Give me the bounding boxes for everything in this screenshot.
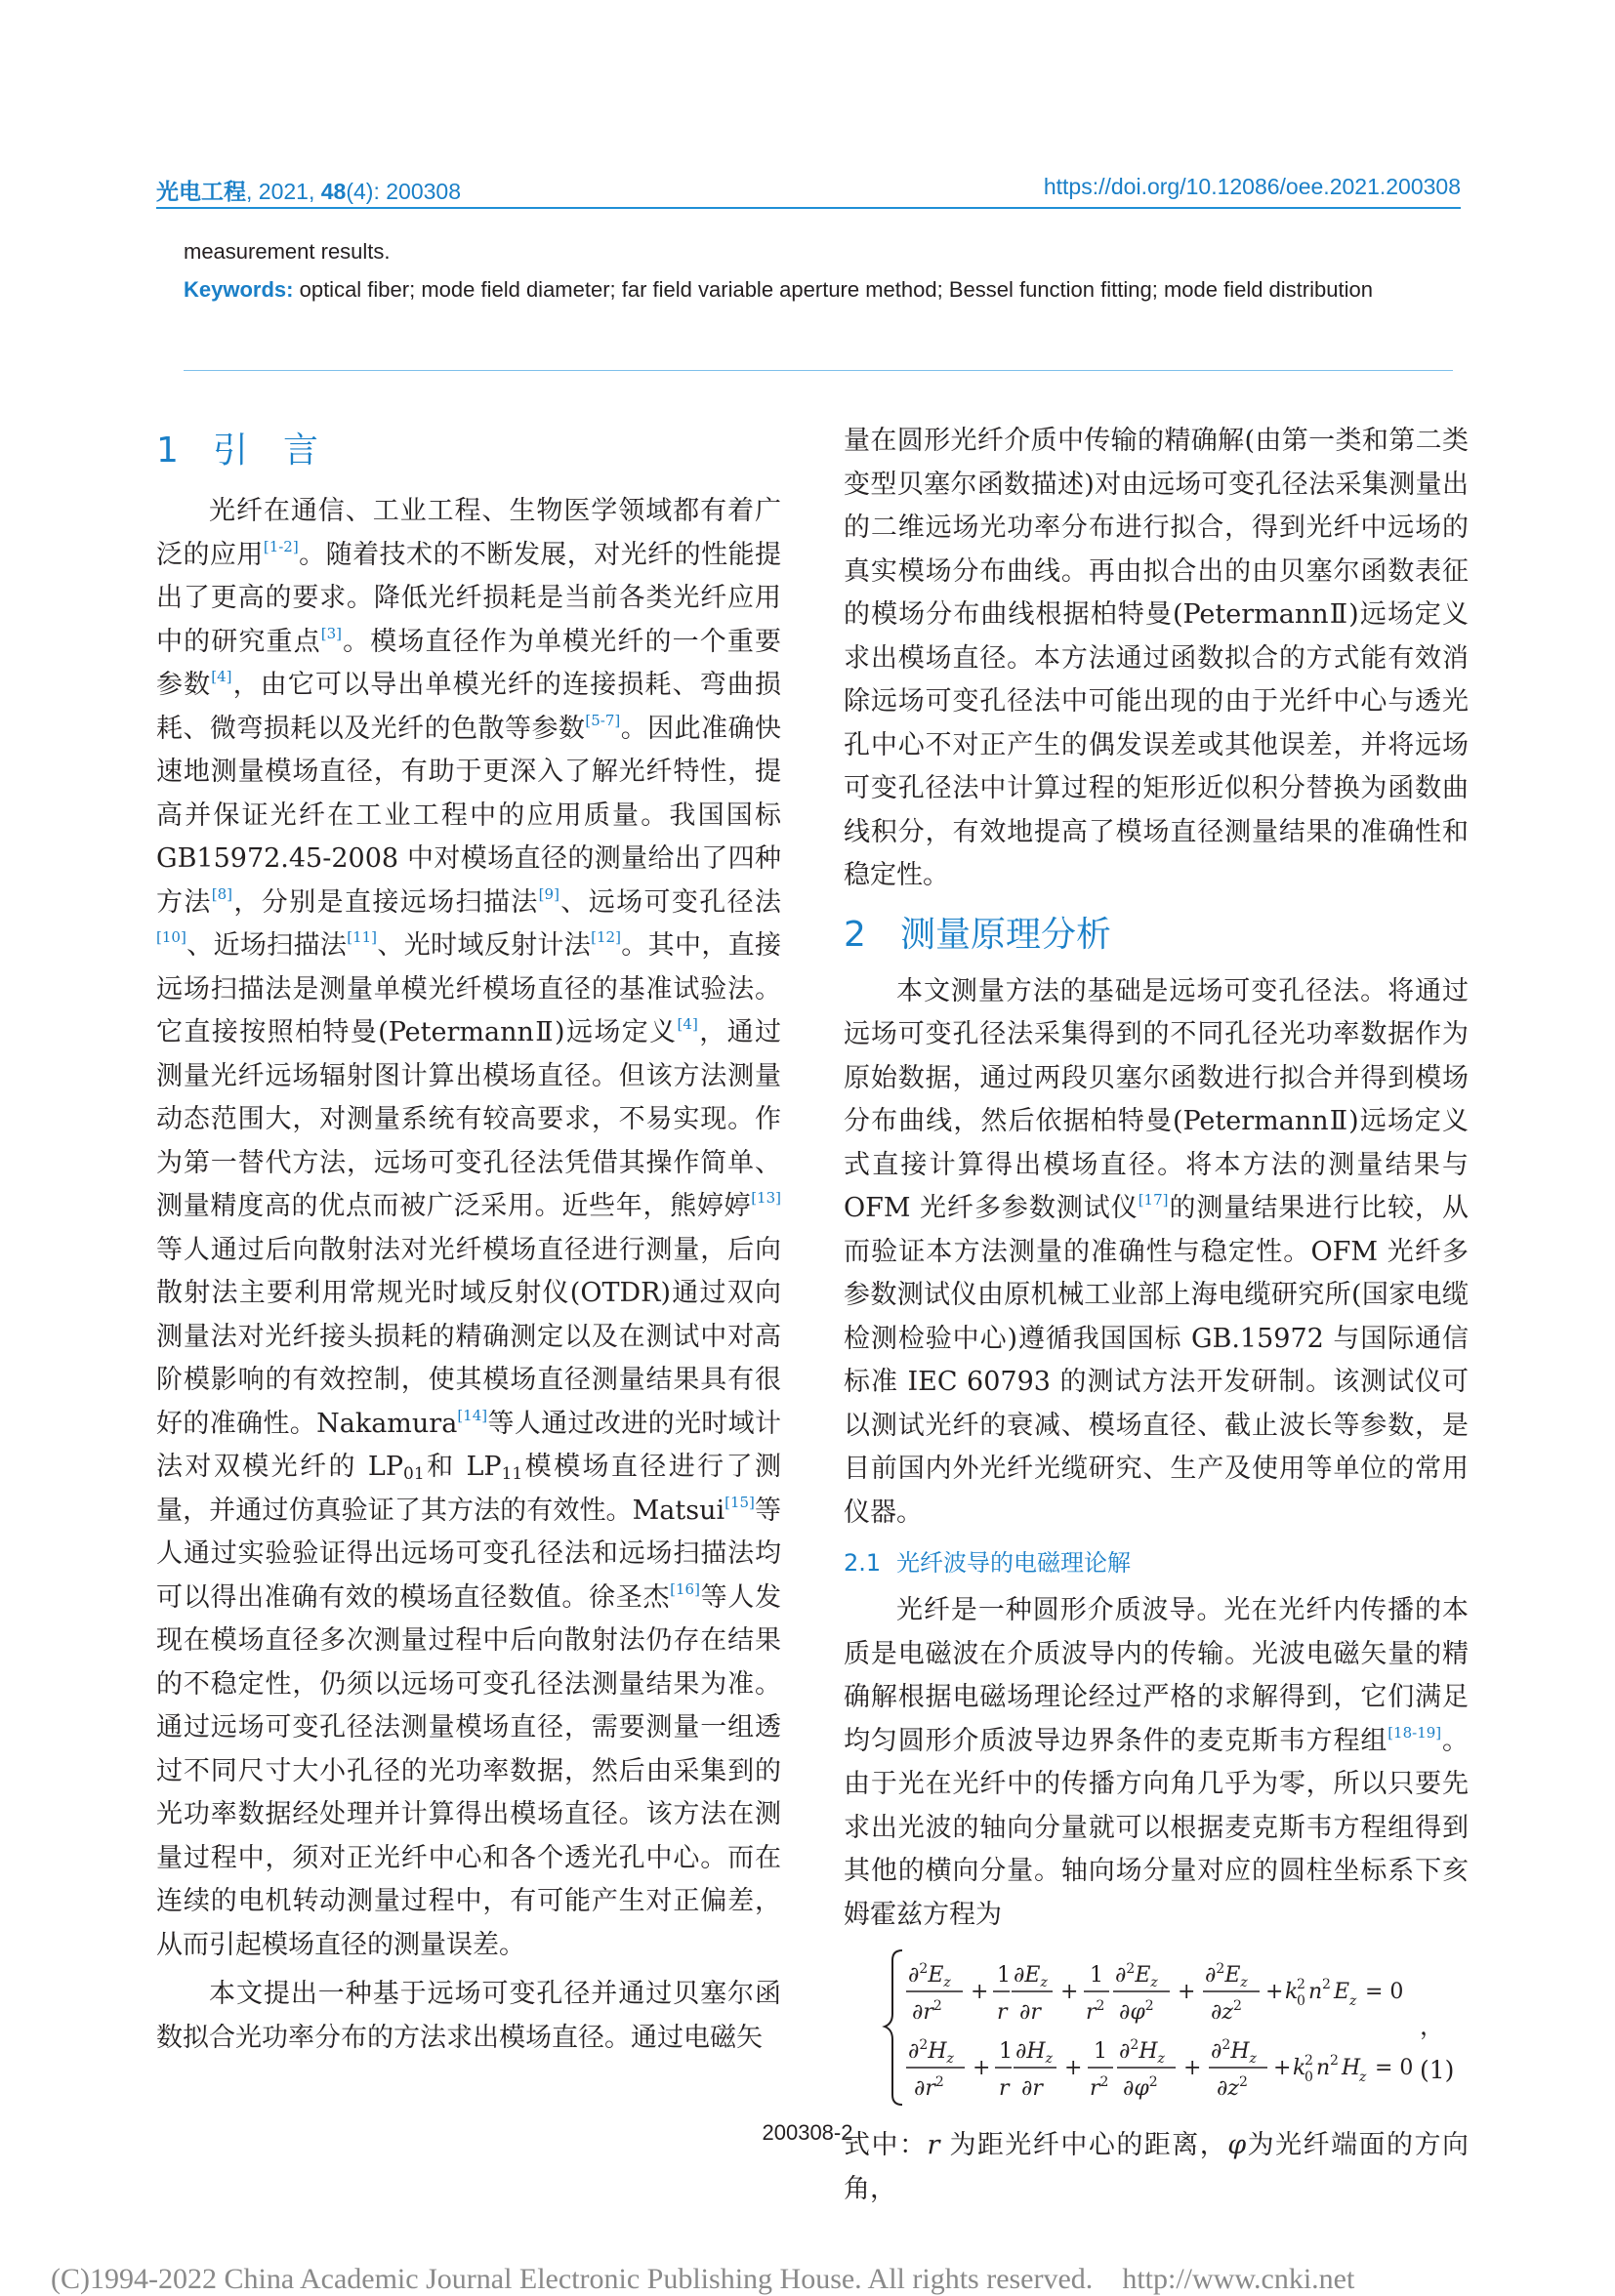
svg-text:H: H (1342, 2056, 1361, 2080)
svg-text:∂z2: $\partial z^2$ (1217, 2074, 1248, 2101)
text-run: 光纤是一种圆形介质波导。光在光纤内传播的本质是电磁波在介质波导内的传输。光波电磁矢量的精确解根据电磁场理论经过严格的求解得到，它们满足均匀圆形介质波导边界条件的麦克斯韦方程组 (844, 1595, 1469, 1756)
journal-volume: 48 (320, 179, 347, 204)
svg-text:∂2Hz: $\partial^2H_z$ (1211, 2037, 1257, 2067)
svg-text:∂2Ez: $\partial^2E_z$ (1115, 1961, 1158, 1990)
paragraph-2: 本文提出一种基于远场可变孔径并通过贝塞尔函数拟合光功率分布的方法求出模场直径。通过电磁矢 (156, 1979, 781, 2053)
section-1-title: 引 言 (213, 430, 319, 471)
svg-text:∂r2: $\partial r^2$ (912, 1998, 942, 2025)
journal-year: , 2021, (246, 179, 321, 204)
svg-text:+: + (1273, 2056, 1292, 2080)
text-run: 等人通过后向散射法对光纤模场直径进行测量，后向散射法主要利用常规光时域反射仪(OTDR)通过双向测量法对光纤接头损耗的精确测定以及在测试中对高阶模影响的有效控制，使其模场直径测量结果具有很好的准确性。Nakamura (156, 1234, 781, 1439)
left-column (156, 420, 781, 2060)
copyright-line (51, 2263, 1574, 2296)
svg-text:0: 0 (1304, 2070, 1313, 2085)
svg-text:+: + (1178, 1980, 1196, 2004)
svg-text:r: r (997, 2000, 1008, 2025)
citation[interactable]: [9] (538, 884, 559, 903)
section-2-1-heading (844, 1540, 1469, 1585)
svg-text:k: k (1285, 1980, 1299, 2004)
text-run: 。随着技术的不断发展，对光纤的性能提出了更高的要求。降低光纤损耗是当前各类光纤应用中的研究重点 (156, 539, 781, 657)
svg-text:+: + (971, 1980, 989, 2004)
section-2-heading-title: 测量原理分析 (900, 914, 1112, 955)
svg-text:0: 0 (1297, 1993, 1305, 2009)
article-number: : 200308 (373, 179, 461, 204)
text-run: 。由于光在光纤中的传播方向角几乎为零，所以只要先求出光波的轴向分量就可以根据麦克斯韦方程组得到其他的横向分量。轴向场分量对应的圆柱坐标系下亥姆霍兹方程为 (844, 1725, 1469, 1930)
svg-text:1: 1 (1094, 2039, 1107, 2064)
svg-text:∂2Ez: $\partial^2E_z$ (908, 1961, 951, 1990)
section-1-number: 1 (156, 430, 179, 471)
paragraph-2-continued: 量在圆形光纤介质中传输的精确解(由第一类和第二类变型贝塞尔函数描述)对由远场可变孔径法采集测量出的二维远场光功率分布进行拟合，得到光纤中远场的真实模场分布曲线。再由拟合出的由贝塞尔函数表征的模场分布曲线根据柏特曼(PetermannⅡ)远场定义求出模场直径。本方法通过函数拟合的方式能有效消除远场可变孔径法中可能出现的由于光纤中心与透光孔中心不对正产生的偶发误差或其他误差，并将远场可变孔径法中计算过程的矩形近似积分替换为函数曲线积分，有效地提高了模场直径测量结果的准确性和稳定性。 (844, 426, 1469, 890)
svg-text:∂r: ∂r (1021, 2076, 1043, 2101)
copyright-text: (C)1994-2022 China Academic Journal Electronic Publishing House. All rights reserved. (51, 2263, 1094, 2295)
text-run: 模模场直径进行了测量，并通过仿真验证了其方法的有效性。Matsui (156, 1452, 782, 1526)
citation[interactable]: [16] (670, 1579, 700, 1598)
section-2-1-heading-title: 光纤波导的电磁理论解 (896, 1549, 1131, 1577)
var-r: r (927, 2130, 940, 2160)
equation-1 (844, 1941, 1469, 2116)
citation[interactable]: [11] (347, 928, 378, 946)
svg-text:= 0: = 0 (1365, 1980, 1404, 2004)
svg-text:2: 2 (1330, 2053, 1339, 2069)
svg-text:+: + (1183, 2056, 1202, 2080)
text-run: 。模场直径作为单模光纤的一个重要参数 (156, 626, 781, 700)
text-run: 和 LP (424, 1452, 502, 1482)
paragraph-4 (844, 1589, 1469, 1937)
text-run: 为光纤端面的方向角， (844, 2130, 1470, 2204)
svg-text:2: 2 (1322, 1977, 1331, 1992)
var-phi: φ (1227, 2130, 1247, 2160)
svg-text:+: + (1060, 1980, 1079, 2004)
text-run: ，由它可以导出单模光纤的连接损耗、弯曲损耗、微弯损耗以及光纤的色散等参数 (156, 670, 781, 744)
svg-text:r: r (999, 2076, 1010, 2101)
svg-text:2: 2 (1297, 1977, 1305, 1992)
text-run: 、光时域反射计法 (377, 930, 592, 961)
citation[interactable]: [10] (156, 928, 186, 946)
text-run: 光纤在通信、工业工程、生物医学领域都有着广泛的应用 (156, 496, 781, 570)
citation[interactable]: [17] (1138, 1191, 1169, 1209)
page-number: 200308-2 (762, 2120, 853, 2145)
citation[interactable]: [13] (751, 1189, 781, 1207)
section-2-heading (844, 904, 1469, 966)
svg-text:= 0: = 0 (1375, 2056, 1414, 2080)
citation[interactable]: [1-2] (263, 537, 299, 555)
cnki-link[interactable]: http://www.cnki.net (1122, 2263, 1355, 2295)
svg-text:1: 1 (1090, 1963, 1103, 1988)
journal-citation (156, 174, 461, 206)
section-1-heading (156, 420, 781, 482)
citation[interactable]: [12] (591, 928, 621, 946)
citation[interactable]: [4] (211, 668, 232, 685)
text-run: 等人通过改进的光时域计法对双模光纤的 LP (156, 1408, 782, 1482)
svg-text:+: + (973, 2056, 991, 2080)
text-run: 的测量结果进行比较，从而验证本方法测量的准确性与稳定性。OFM 光纤多参数测试仪由原机械工业部上海电缆研究所(国家电缆检测检验中心)遵循我国国标 GB.15972 与国际通信标准 IEC 60793 的测试方法开发研制。该测试仪可以测试光纤的衰减、模场直径、截止波长等参数，是目前国内外光纤光缆研究、生产及使用等单位的常用仪器。 (844, 1193, 1470, 1528)
svg-text:∂Hz: $\partial H_z$ (1015, 2039, 1053, 2067)
subscript: 11 (501, 1464, 523, 1484)
svg-text:∂z2: $\partial z^2$ (1211, 1998, 1242, 2025)
svg-text:+: + (1064, 2056, 1083, 2080)
text-run: 为距光纤中心的距离， (939, 2130, 1228, 2160)
abstract-divider (184, 370, 1453, 371)
svg-text:∂r: ∂r (1019, 2000, 1041, 2025)
text-run: ，分别是直接远场扫描法 (232, 886, 539, 918)
right-column-content (844, 420, 1470, 2204)
svg-text:∂2Ez: $\partial^2E_z$ (1205, 1961, 1248, 1990)
paragraph-1 (156, 490, 781, 1967)
svg-text:k: k (1293, 2056, 1306, 2080)
citation[interactable]: [4] (677, 1015, 698, 1033)
subscript: 01 (403, 1464, 425, 1484)
svg-text:∂Ez: $\partial E_z$ (1014, 1963, 1048, 1990)
svg-text:1: 1 (999, 2039, 1013, 2064)
equation-number: ，(1) (1420, 2012, 1455, 2084)
svg-text:1: 1 (997, 1963, 1011, 1988)
svg-text:+: + (1265, 1980, 1284, 2004)
text-run: 、近场扫描法 (186, 930, 348, 961)
section-2-1-heading-number: 2.1 (844, 1549, 882, 1577)
citation[interactable]: [5-7] (585, 711, 621, 729)
citation[interactable]: [15] (725, 1493, 755, 1511)
abstract-tail (184, 232, 1453, 308)
journal-name: 光电工程 (156, 179, 246, 204)
svg-text:z: z (1359, 2070, 1367, 2085)
citation[interactable]: [8] (211, 884, 233, 903)
svg-text:n: n (1316, 2056, 1331, 2080)
text-run: 。因此准确快速地测量模场直径，有助于更深入了解光纤特性，提高并保证光纤在工业工程中的应用质量。我国国标GB15972.45-2008 中对模场直径的测量给出了四种方法 (156, 713, 781, 918)
text-run: 等人通过实验验证得出远场可变孔径法和远场扫描法均可以得出准确有效的模场直径数值。徐圣杰 (156, 1495, 781, 1613)
doi-link[interactable]: https://doi.org/10.12086/oee.2021.200308 (1043, 174, 1461, 199)
journal-issue: (4) (346, 179, 374, 204)
svg-text:∂φ2: $\partial\varphi^2$ (1123, 2074, 1158, 2101)
equation-1-graphic (844, 1941, 1469, 2116)
text-run: 。其中，直接远场扫描法是测量单模光纤模场直径的基准试验法。它直接按照柏特曼(PetermannⅡ)远场定义 (156, 930, 782, 1047)
svg-text:∂2Hz: $\partial^2H_z$ (908, 2037, 954, 2067)
text-run: 、远场可变孔径法 (559, 886, 782, 918)
svg-text:z: z (1349, 1993, 1357, 2009)
section-2-heading-number: 2 (844, 914, 866, 955)
svg-text:r2: $r^2$ (1086, 1998, 1105, 2025)
svg-text:2: 2 (1304, 2053, 1313, 2069)
text-run: 式中： (844, 2130, 928, 2160)
svg-text:n: n (1308, 1980, 1323, 2004)
paragraph-3 (844, 970, 1469, 1536)
keywords-text: optical fiber; mode field diameter; far field variable aperture method; Bessel function fitting; mode field distribution (293, 277, 1373, 302)
svg-text:∂r2: $\partial r^2$ (914, 2074, 944, 2101)
running-header (156, 174, 1461, 209)
citation[interactable]: [18-19] (1387, 1723, 1442, 1742)
text-run: ，通过测量光纤远场辐射图计算出模场直径。但该方法测量动态范围大，对测量系统有较高要求，不易实现。作为第一替代方法，远场可变孔径法凭借其操作简单、测量精度高的优点而被广泛采用。近些年，熊婷婷 (156, 1017, 781, 1221)
keywords (184, 270, 1453, 308)
abstract-last-line: measurement results. (184, 239, 391, 264)
keywords-label: Keywords: (184, 277, 294, 302)
svg-text:∂2Hz: $\partial^2H_z$ (1119, 2037, 1165, 2067)
text-run: 本文测量方法的基础是远场可变孔径法。将通过远场可变孔径法采集得到的不同孔径光功率数据作为原始数据，通过两段贝塞尔函数进行拟合并得到模场分布曲线，然后依据柏特曼(PetermannⅡ)远场定义式直接计算得出模场直径。将本方法的测量结果与 OFM 光纤多参数测试仪 (844, 975, 1469, 1223)
citation[interactable]: [3] (320, 624, 342, 642)
text-run: 等人发现在模场直径多次测量过程中后向散射法仍存在结果的不稳定性，仍须以远场可变孔径法测量结果为准。通过远场可变孔径法测量模场直径，需要测量一组透过不同尺寸大小孔径的光功率数据，然后由采集到的光功率数据经处理并计算得出模场直径。该方法在测量过程中，须对正光纤中心和各个透光孔中心。而在连续的电机转动测量过程中，有可能产生对正偏差，从而引起模场直径的测量误差。 (156, 1581, 782, 1960)
citation[interactable]: [14] (457, 1406, 488, 1424)
svg-text:r2: $r^2$ (1090, 2074, 1109, 2101)
svg-text:∂φ2: $\partial\varphi^2$ (1119, 1998, 1154, 2025)
svg-text:E: E (1334, 1980, 1350, 2004)
